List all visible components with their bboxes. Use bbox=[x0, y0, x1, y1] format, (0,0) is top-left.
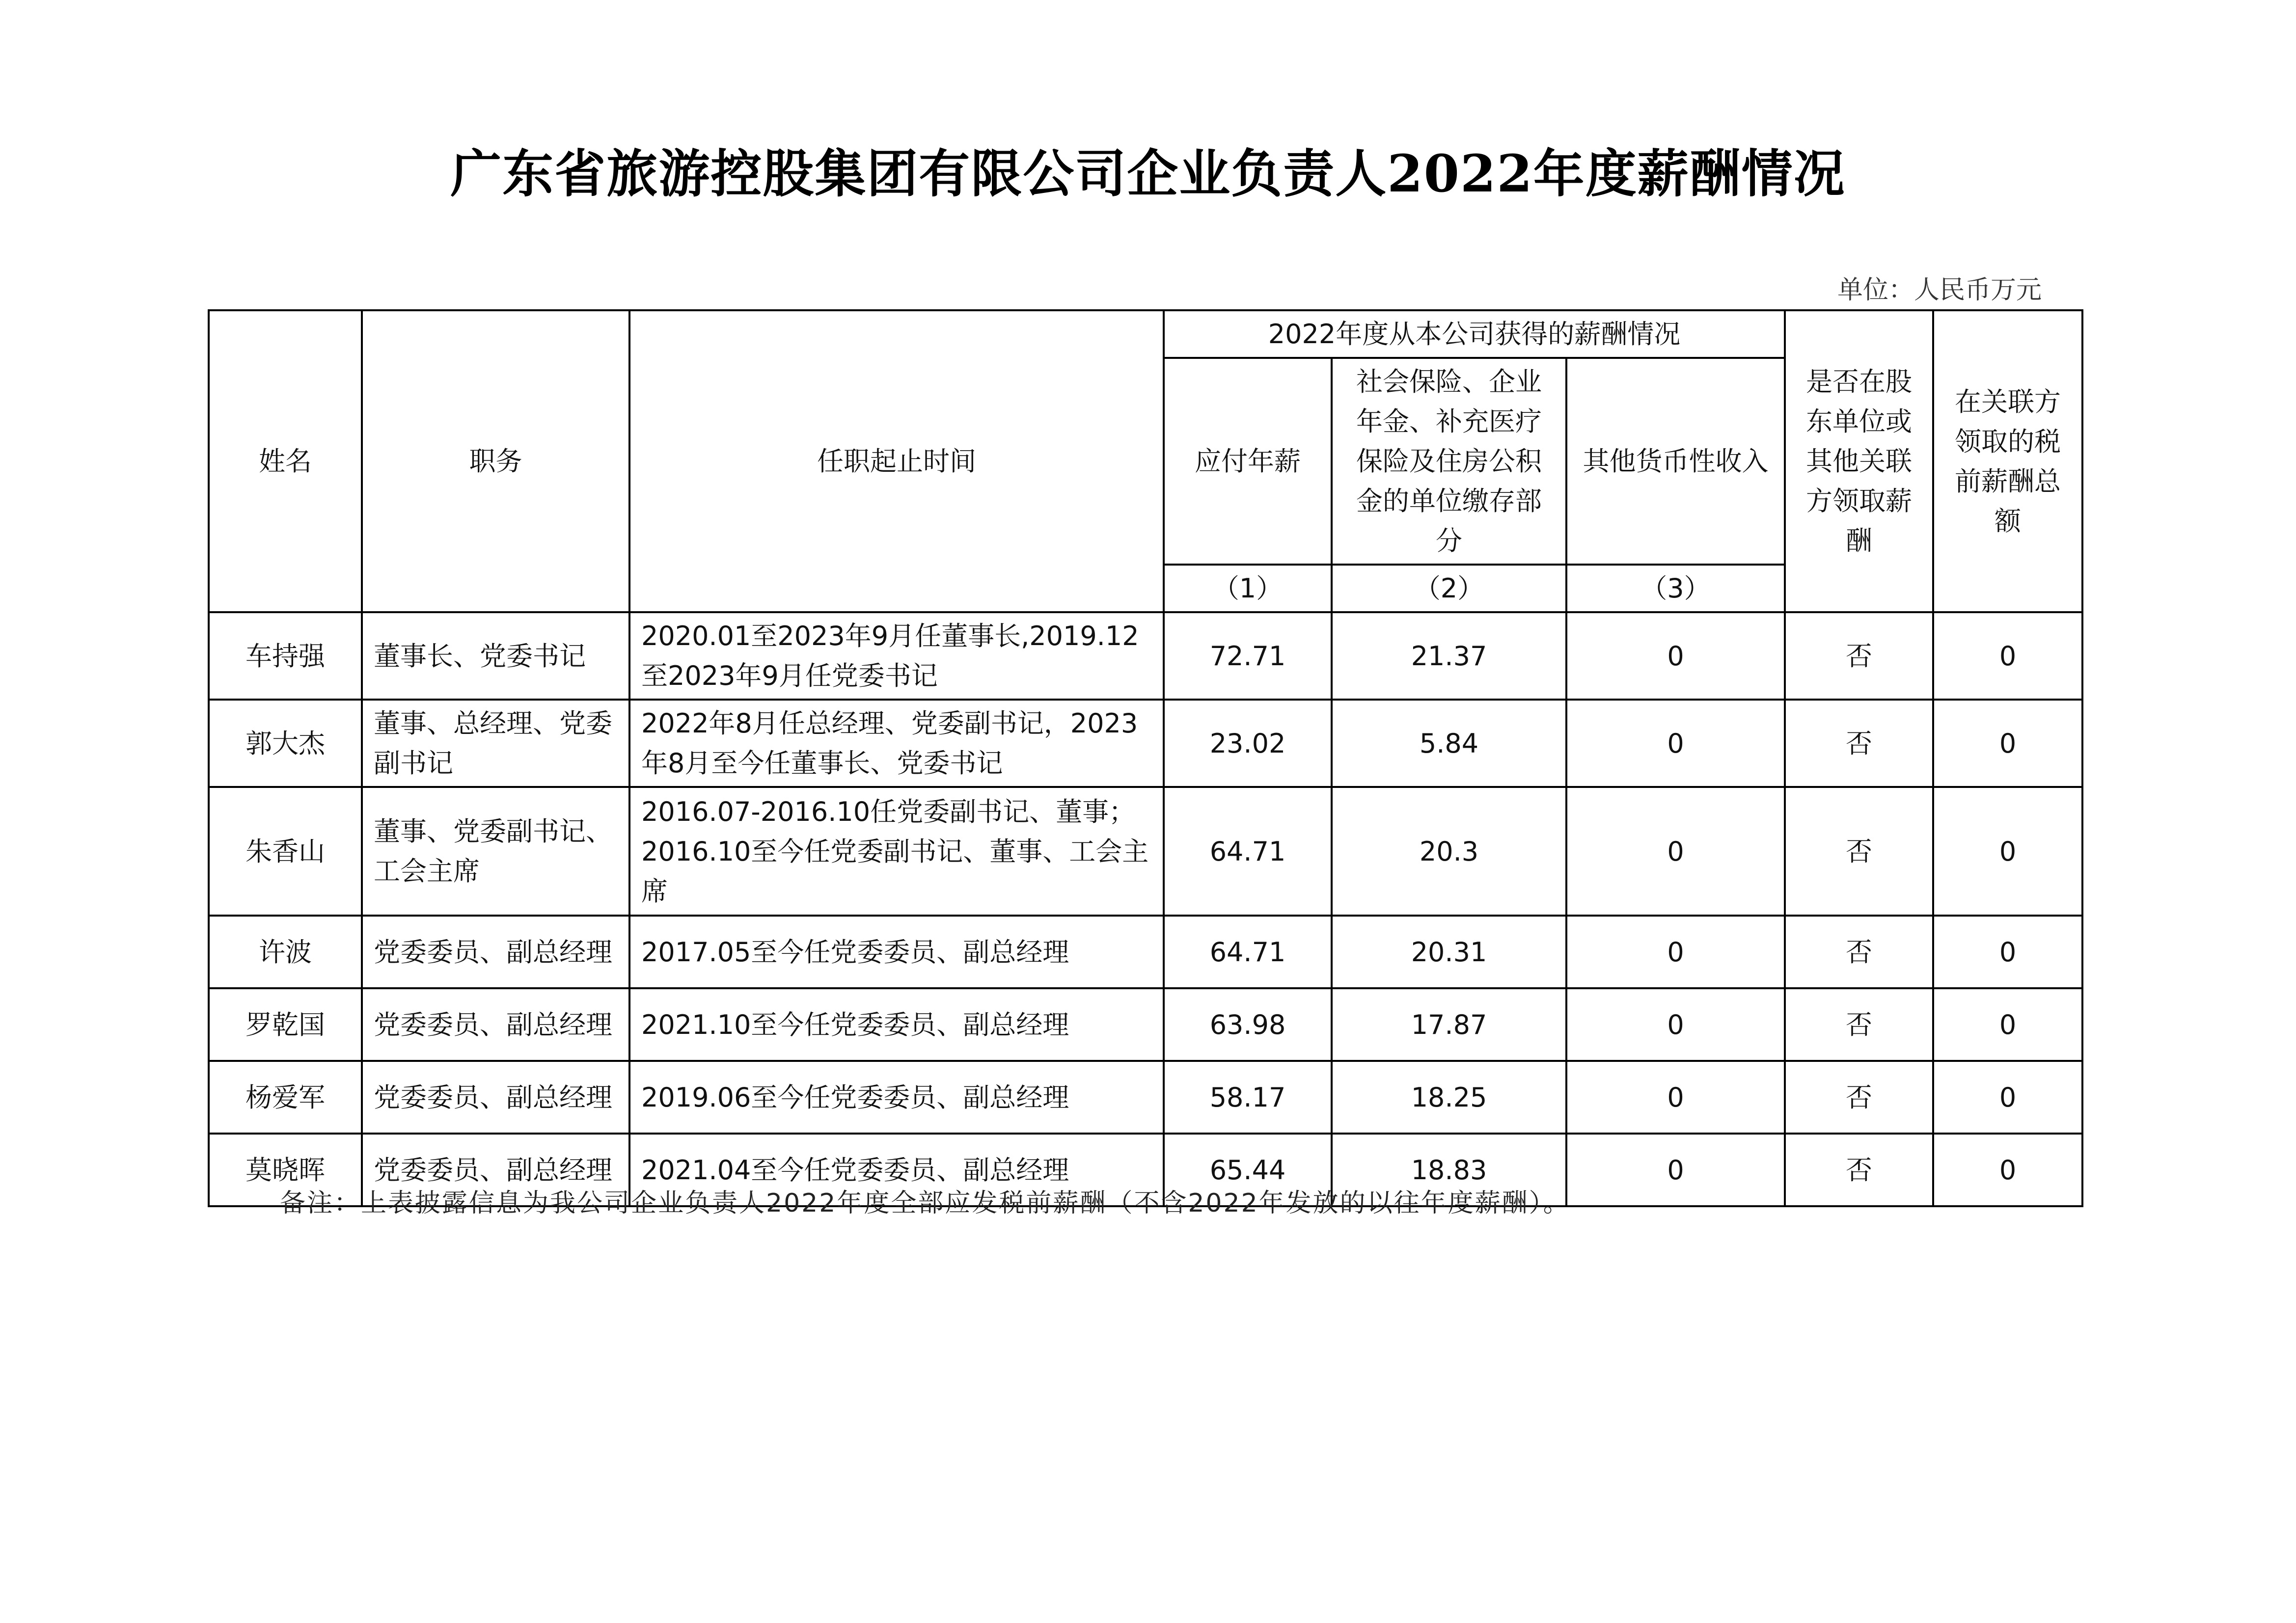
header-position: 职务 bbox=[362, 310, 629, 612]
cell-social-insurance: 20.31 bbox=[1332, 916, 1566, 988]
cell-related-party: 否 bbox=[1785, 916, 1933, 988]
cell-other-income: 0 bbox=[1566, 916, 1785, 988]
header-index-1: （1） bbox=[1164, 565, 1332, 612]
cell-term: 2019.06至今任党委委员、副总经理 bbox=[629, 1061, 1164, 1134]
cell-related-party: 否 bbox=[1785, 988, 1933, 1061]
cell-social-insurance: 17.87 bbox=[1332, 988, 1566, 1061]
table-row bbox=[209, 612, 2082, 700]
table-row bbox=[209, 916, 2082, 988]
cell-name: 郭大杰 bbox=[209, 700, 362, 787]
header-related-party: 是否在股东单位或其他关联方领取薪酬 bbox=[1785, 310, 1933, 612]
unit-label: 单位：人民币万元 bbox=[1837, 275, 2042, 305]
header-name: 姓名 bbox=[209, 310, 362, 612]
page-title: 广东省旅游控股集团有限公司企业负责人2022年度薪酬情况 bbox=[450, 143, 1846, 204]
cell-annual-pay: 65.44 bbox=[1164, 1134, 1332, 1206]
cell-other-income: 0 bbox=[1566, 612, 1785, 700]
cell-other-income: 0 bbox=[1566, 700, 1785, 787]
cell-social-insurance: 21.37 bbox=[1332, 612, 1566, 700]
table-row bbox=[209, 787, 2082, 916]
cell-position: 党委委员、副总经理 bbox=[362, 916, 629, 988]
cell-name: 车持强 bbox=[209, 612, 362, 700]
cell-related-total: 0 bbox=[1933, 1061, 2082, 1134]
cell-position: 董事、总经理、党委副书记 bbox=[362, 700, 629, 787]
cell-term: 2022年8月任总经理、党委副书记，2023年8月至今任董事长、党委书记 bbox=[629, 700, 1164, 787]
cell-position: 董事、党委副书记、工会主席 bbox=[362, 787, 629, 916]
cell-social-insurance: 5.84 bbox=[1332, 700, 1566, 787]
cell-other-income: 0 bbox=[1566, 1061, 1785, 1134]
cell-position: 党委委员、副总经理 bbox=[362, 1061, 629, 1134]
header-other-income: 其他货币性收入 bbox=[1566, 358, 1785, 565]
header-related-total: 在关联方领取的税前薪酬总额 bbox=[1933, 310, 2082, 612]
cell-name: 罗乾国 bbox=[209, 988, 362, 1061]
cell-related-party: 否 bbox=[1785, 1134, 1933, 1206]
table-row bbox=[209, 700, 2082, 787]
cell-social-insurance: 18.83 bbox=[1332, 1134, 1566, 1206]
cell-related-total: 0 bbox=[1933, 787, 2082, 916]
cell-related-party: 否 bbox=[1785, 1061, 1933, 1134]
cell-term: 2017.05至今任党委委员、副总经理 bbox=[629, 916, 1164, 988]
cell-related-total: 0 bbox=[1933, 1134, 2082, 1206]
cell-annual-pay: 63.98 bbox=[1164, 988, 1332, 1061]
cell-term: 2016.07-2016.10任党委副书记、董事；2016.10至今任党委副书记、董事、工会主席 bbox=[629, 787, 1164, 916]
cell-name: 莫晓晖 bbox=[209, 1134, 362, 1206]
cell-social-insurance: 20.3 bbox=[1332, 787, 1566, 916]
header-group: 2022年度从本公司获得的薪酬情况 bbox=[1164, 310, 1785, 358]
cell-position: 党委委员、副总经理 bbox=[362, 1134, 629, 1206]
cell-position: 党委委员、副总经理 bbox=[362, 988, 629, 1061]
cell-annual-pay: 72.71 bbox=[1164, 612, 1332, 700]
cell-social-insurance: 18.25 bbox=[1332, 1061, 1566, 1134]
header-social-insurance: 社会保险、企业年金、补充医疗保险及住房公积金的单位缴存部分 bbox=[1332, 358, 1566, 565]
cell-annual-pay: 58.17 bbox=[1164, 1061, 1332, 1134]
cell-name: 朱香山 bbox=[209, 787, 362, 916]
cell-related-total: 0 bbox=[1933, 988, 2082, 1061]
salary-table bbox=[208, 309, 2083, 1207]
table-row bbox=[209, 988, 2082, 1061]
header-index-3: （3） bbox=[1566, 565, 1785, 612]
cell-annual-pay: 64.71 bbox=[1164, 787, 1332, 916]
cell-annual-pay: 23.02 bbox=[1164, 700, 1332, 787]
cell-other-income: 0 bbox=[1566, 988, 1785, 1061]
header-index-2: （2） bbox=[1332, 565, 1566, 612]
cell-name: 杨爱军 bbox=[209, 1061, 362, 1134]
cell-related-total: 0 bbox=[1933, 612, 2082, 700]
cell-related-party: 否 bbox=[1785, 787, 1933, 916]
cell-term: 2021.10至今任党委委员、副总经理 bbox=[629, 988, 1164, 1061]
cell-position: 董事长、党委书记 bbox=[362, 612, 629, 700]
cell-related-total: 0 bbox=[1933, 916, 2082, 988]
table-row bbox=[209, 1061, 2082, 1134]
cell-related-party: 否 bbox=[1785, 612, 1933, 700]
footnote: 备注：上表披露信息为我公司企业负责人2022年度全部应发税前薪酬（不含2022年发放的以往年度薪酬）。 bbox=[280, 1189, 1570, 1218]
header-term: 任职起止时间 bbox=[629, 310, 1164, 612]
cell-term: 2021.04至今任党委委员、副总经理 bbox=[629, 1134, 1164, 1206]
header-annual-pay: 应付年薪 bbox=[1164, 358, 1332, 565]
cell-annual-pay: 64.71 bbox=[1164, 916, 1332, 988]
cell-name: 许波 bbox=[209, 916, 362, 988]
cell-other-income: 0 bbox=[1566, 1134, 1785, 1206]
cell-other-income: 0 bbox=[1566, 787, 1785, 916]
cell-term: 2020.01至2023年9月任董事长,2019.12至2023年9月任党委书记 bbox=[629, 612, 1164, 700]
table-body bbox=[209, 612, 2082, 1206]
cell-related-total: 0 bbox=[1933, 700, 2082, 787]
cell-related-party: 否 bbox=[1785, 700, 1933, 787]
